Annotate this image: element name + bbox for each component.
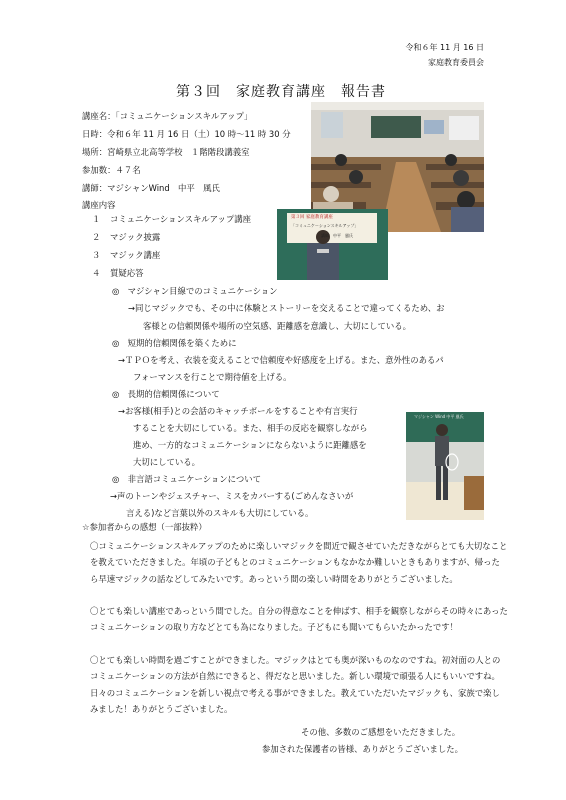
- page-title: 第３回 家庭教育講座 報告書: [176, 84, 386, 100]
- qa-answer-2-line-2: フォーマンスを行ことで期待値を上げる。: [133, 372, 292, 382]
- qa-question-3: ◎ 長期的信頼関係について: [112, 389, 220, 399]
- committee-name: 家庭教育委員会: [428, 58, 484, 67]
- impressions-heading: ☆参加者からの感想（一部抜粋）: [82, 522, 207, 532]
- contents-item-4: 質疑応答: [110, 268, 144, 278]
- qa-answer-3-line-3: 進め、一方的なコミュニケーションにならないように距離感を: [133, 440, 367, 450]
- qa-answer-4-line-1: →声のトーンやジェスチャー、ミスをカバーする(ごめんなさいが: [110, 491, 354, 501]
- course-lecturer: 講師：マジシャンWind 中平 風氏: [82, 183, 220, 193]
- qa-answer-2-line-1: →ＴＰＯを考え、衣装を変えることで信頼度や好感度を上げる。また、意外性のあるパ: [118, 355, 444, 365]
- course-place: 場所：宮崎県立北高等学校 １階階段講義室: [82, 147, 250, 157]
- contents-item-3: マジック講座: [110, 250, 161, 260]
- qa-question-1: ◎ マジシャン目線でのコミュニケーション: [112, 286, 278, 296]
- contents-num-2: ２: [92, 232, 101, 242]
- closing-line-1: その他、多数のご感想をいただきました。: [301, 727, 461, 737]
- banner-line-1: 第３回 家庭教育講座: [291, 215, 333, 220]
- banner-line-3: 講師 中平 風氏: [321, 233, 353, 238]
- contents-num-3: ３: [92, 250, 101, 260]
- impression-3: 〇とても楽しい時間を過ごすことができました。マジックはとても奥が深いものなのですね。初対面の人とのコミュニケーションの方法が自然にできると、得だなと思いました。新しい環境で頑張る人にもいいですね。日々のコミュニケーションを新しい視点で考える事ができました。教えていただいたマジックも、家族で楽しみました！ありがとうございました。: [90, 655, 501, 714]
- magician-photo: [406, 412, 484, 520]
- qa-answer-3-line-4: 大切にしている。: [133, 457, 200, 467]
- contents-label: 講座内容: [82, 200, 116, 210]
- qa-question-2: ◎ 短期的信頼関係を築くために: [112, 338, 237, 348]
- contents-item-1: コミュニケーションスキルアップ講座: [110, 214, 251, 224]
- qa-answer-4-line-2: 言える)など言葉以外のスキルも大切にしている。: [126, 508, 314, 518]
- closing-line-2: 参加された保護者の皆様、ありがとうございました。: [262, 744, 463, 754]
- qa-answer-1-line-2: 客様との信頼関係や場所の空気感、距離感を意識し、大切にしている。: [143, 321, 411, 331]
- magician-banner: マジシャン Wind 中平 風氏: [414, 414, 464, 419]
- lecturer-banner-photo: [277, 209, 388, 280]
- impression-2: 〇とても楽しい講座であっという間でした。自分の得意なことを伸ばす、相手を観察しながらその時々にあったコミュニケーションの取り方などとても為になりました。子どもにも聞いてもらいたかったです！: [90, 606, 508, 633]
- course-name: 講座名：「コミュニケーションスキルアップ」: [82, 111, 253, 121]
- course-attendees: 参加数：４７名: [82, 165, 141, 175]
- report-date: 令和６年 11 月 16 日: [405, 43, 484, 52]
- impression-1: 〇コミュニケーションスキルアップのために楽しいマジックを間近で観させていただきながらとても大切なことを教えていただきました。年頃の子どもとのコミュニケーションもなかなか難しいときもありますが、帰ったら早速マジックの話などしてみたいです。あっという間の楽しい時間をありがとうございました。: [90, 541, 508, 584]
- contents-num-4: ４: [92, 268, 101, 278]
- qa-answer-3-line-2: することを大切にしている。また、相手の反応を観察しながら: [133, 423, 368, 433]
- contents-num-1: １: [92, 214, 101, 224]
- qa-question-4: ◎ 非言語コミュニケーションについて: [112, 474, 262, 484]
- qa-answer-1-line-1: →同じマジックでも、その中に体験とストーリーを交えることで違ってくるため、お: [128, 303, 445, 313]
- qa-answer-3-line-1: →お客様(相手)との会話のキャッチボールをすることや有言実行: [118, 406, 358, 416]
- magician-image: [406, 412, 484, 520]
- course-datetime: 日時：令和６年 11 月 16 日（土）10 時～11 時 30 分: [82, 129, 291, 139]
- contents-item-2: マジック披露: [110, 232, 161, 242]
- banner-line-2: 「コミュニケーションスキルアップ」: [291, 223, 359, 228]
